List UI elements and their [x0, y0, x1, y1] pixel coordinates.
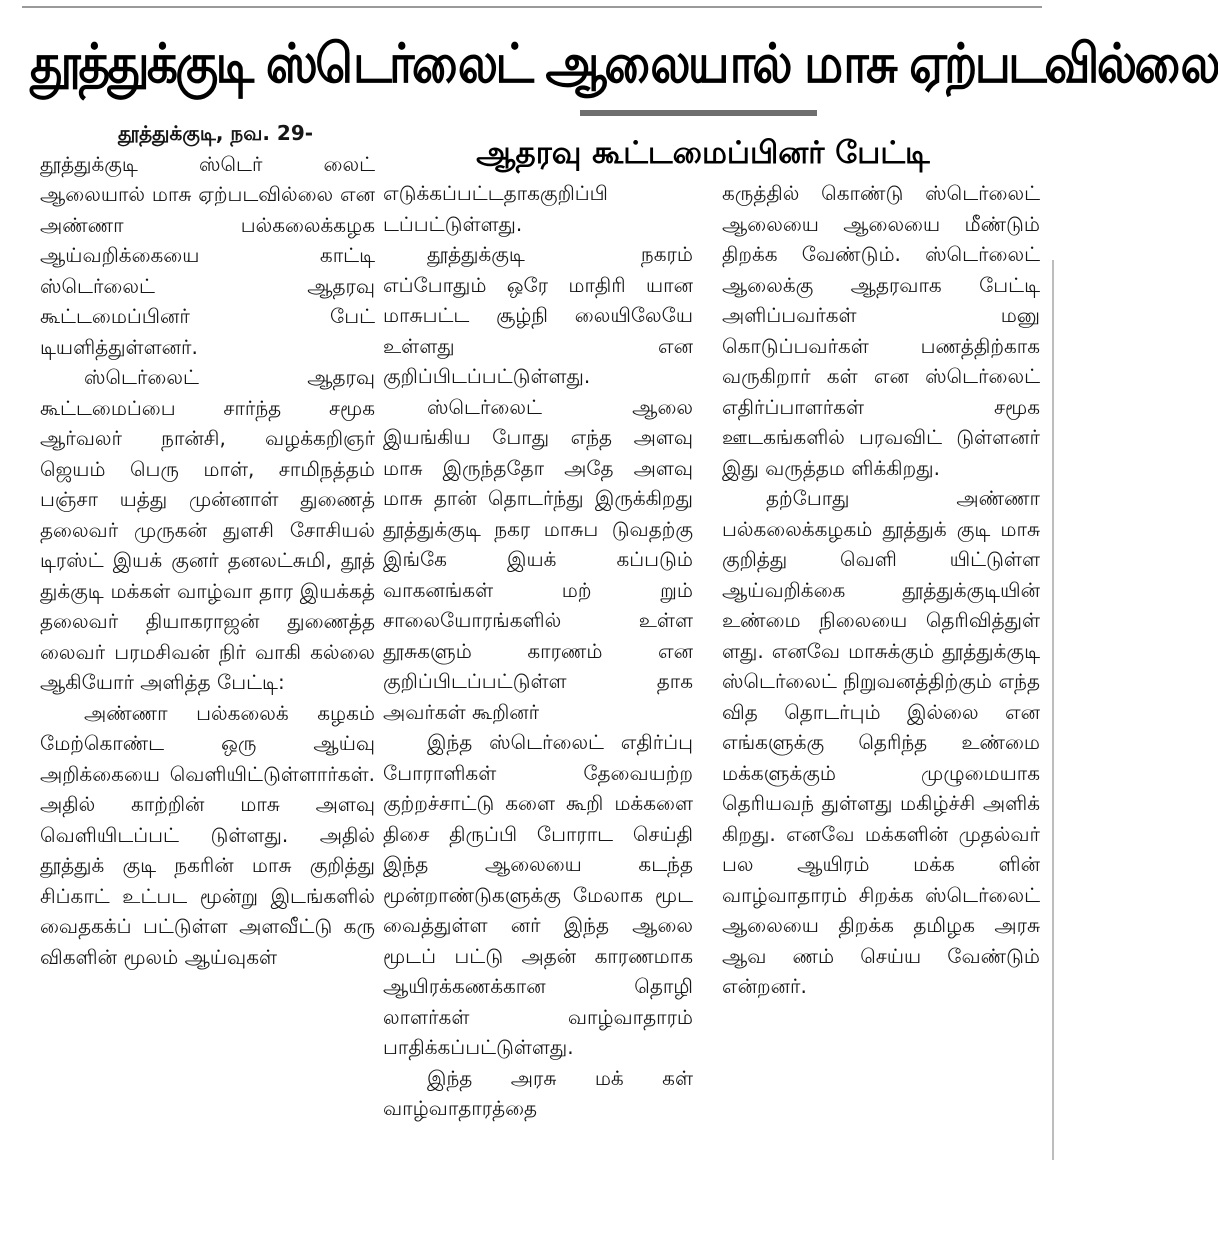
paragraph: எடுக்கப்பட்டதாககுறிப்பி டப்பட்டுள்ளது. [383, 181, 608, 236]
paragraph: ஸ்டெர்லைட் ஆதரவு கூட்டமைப்பை சார்ந்த சமூக ஆர்வலர் நான்சி, வழக்கறிஞர் ஜெயம் பெரு மாள், சாமிநத்தம் பஞ்சா யத்து முன்னாள் துணைத் தலைவர் முருகன் துளசி சோசியல் டிரஸ்ட் இயக் குனர் தனலட்சுமி, தூத் துக்குடி மக்கள் வாழ்வா தார இயக்கத் தலைவர் தியாகராஜன் துணைத்த லைவர் பரமசிவன் நிர் வாகி கல்லை ஆகியோர் அளித்த பேட்டி: [40, 365, 375, 694]
paragraph: கருத்தில் கொண்டு ஸ்டெர்லைட் ஆலையை ஆலையை மீண்டும் திறக்க வேண்டும். ஸ்டெர்லைட் ஆலைக்கு ஆதரவாக பேட்டி அளிப்பவர்கள் மனு கொடுப்பவர்கள் பணத்திற்காக வருகிறார் கள் என ஸ்டெர்லைட் எதிர்ப்பாளர்கள் சமூக ஊடகங்களில் பரவவிட் டுள்ளனர் இது வருத்தம ளிக்கிறது. [722, 181, 1040, 480]
article-column-2 [383, 178, 693, 1238]
paragraph: ஸ்டெர்லைட் ஆலை இயங்கிய போது எந்த அளவு மாசு இருந்ததோ அதே அளவு மாசு தான் தொடர்ந்து இருக்கிறது தூத்துக்குடி நகர மாசுப டுவதற்கு இங்கே இயக் கப்படும் வாகனங்கள் மற் றும் சாலையோரங்களில் உள்ள தூசுகளும் காரணம் என குறிப்பிடப்பட்டுள்ள தாக அவர்கள் கூறினர் [383, 394, 693, 724]
article-column-1 [40, 118, 375, 1238]
dateline: தூத்துக்குடி, நவ. 29- [118, 121, 314, 145]
paragraph: இந்த அரசு மக் கள் வாழ்வாதாரத்தை [383, 1065, 693, 1120]
headline: தூத்துக்குடி ஸ்டெர்லைட் ஆலையால் மாசு ஏற்படவில்லை [30, 32, 1218, 95]
headline-underline [580, 110, 817, 116]
paragraph: இந்த ஸ்டெர்லைட் எதிர்ப்பு போராளிகள் தேவையற்ற குற்றச்சாட்டு களை கூறி மக்களை திசை திருப்பி போராட செய்தி இந்த ஆலையை கடந்த மூன்றாண்டுகளுக்கு மேலாக மூட வைத்துள்ள னர் இந்த ஆலை மூடப் பட்டு அதன் காரணமாக ஆயிரக்கணக்கான தொழி லாளர்கள் வாழ்வாதாரம் பாதிக்கப்பட்டுள்ளது. [383, 730, 693, 1059]
paragraph: தற்போது அண்ணா பல்கலைக்கழகம் தூத்துக் குடி மாசு குறித்து வெளி யிட்டுள்ள ஆய்வறிக்கை தூத்துக்குடியின் உண்மை நிலையை தெரிவித்துள் ளது. எனவே மாசுக்கும் தூத்துக்குடி ஸ்டெர்லைட் நிறுவனத்திற்கும் எந்த வித தொடர்பும் இல்லை என எங்களுக்கு தெரிந்த உண்மை மக்களுக்கும் முழுமையாக தெரியவந் துள்ளது மகிழ்ச்சி அளிக் கிறது. எனவே மக்களின் முதல்வர் பல ஆயிரம் மக்க ளின் வாழ்வாதாரம் சிறக்க ஸ்டெர்லைட் ஆலையை திறக்க தமிழக அரசு ஆவ ணம் செய்ய வேண்டும் என்றனர். [722, 486, 1040, 998]
article-column-3 [722, 178, 1040, 1208]
paragraph: தூத்துக்குடி ஸ்டெர் லைட் ஆலையால் மாசு ஏற்படவில்லை என அண்ணா பல்கலைக்கழக ஆய்வறிக்கையை காட்டி ஸ்டெர்லைட் ஆதரவு கூட்டமைப்பினர் பேட் டியளித்துள்ளனர். [40, 151, 375, 359]
paragraph: தூத்துக்குடி நகரம் எப்போதும் ஒரே மாதிரி யான மாசுபட்ட சூழ்நி லையிலேயே உள்ளது என குறிப்பிடப்பட்டுள்ளது. [383, 242, 693, 388]
paragraph: அண்ணா பல்கலைக் கழகம் மேற்கொண்ட ஒரு ஆய்வு அறிக்கையை வெளியிட்டுள்ளார்கள். அதில் காற்றின் மாசு அளவு வெளியிடப்பட் டுள்ளது. அதில் தூத்துக் குடி நகரின் மாசு குறித்து சிப்காட் உட்பட மூன்று இடங்களில் வைதகக்ப் பட்டுள்ள அளவீட்டு கரு விகளின் மூலம் ஆய்வுகள் [40, 700, 375, 969]
top-rule [22, 6, 1042, 8]
adjacent-column-edge [1052, 260, 1063, 1160]
subheadline: ஆதரவு கூட்டமைப்பினர் பேட்டி [476, 135, 930, 171]
